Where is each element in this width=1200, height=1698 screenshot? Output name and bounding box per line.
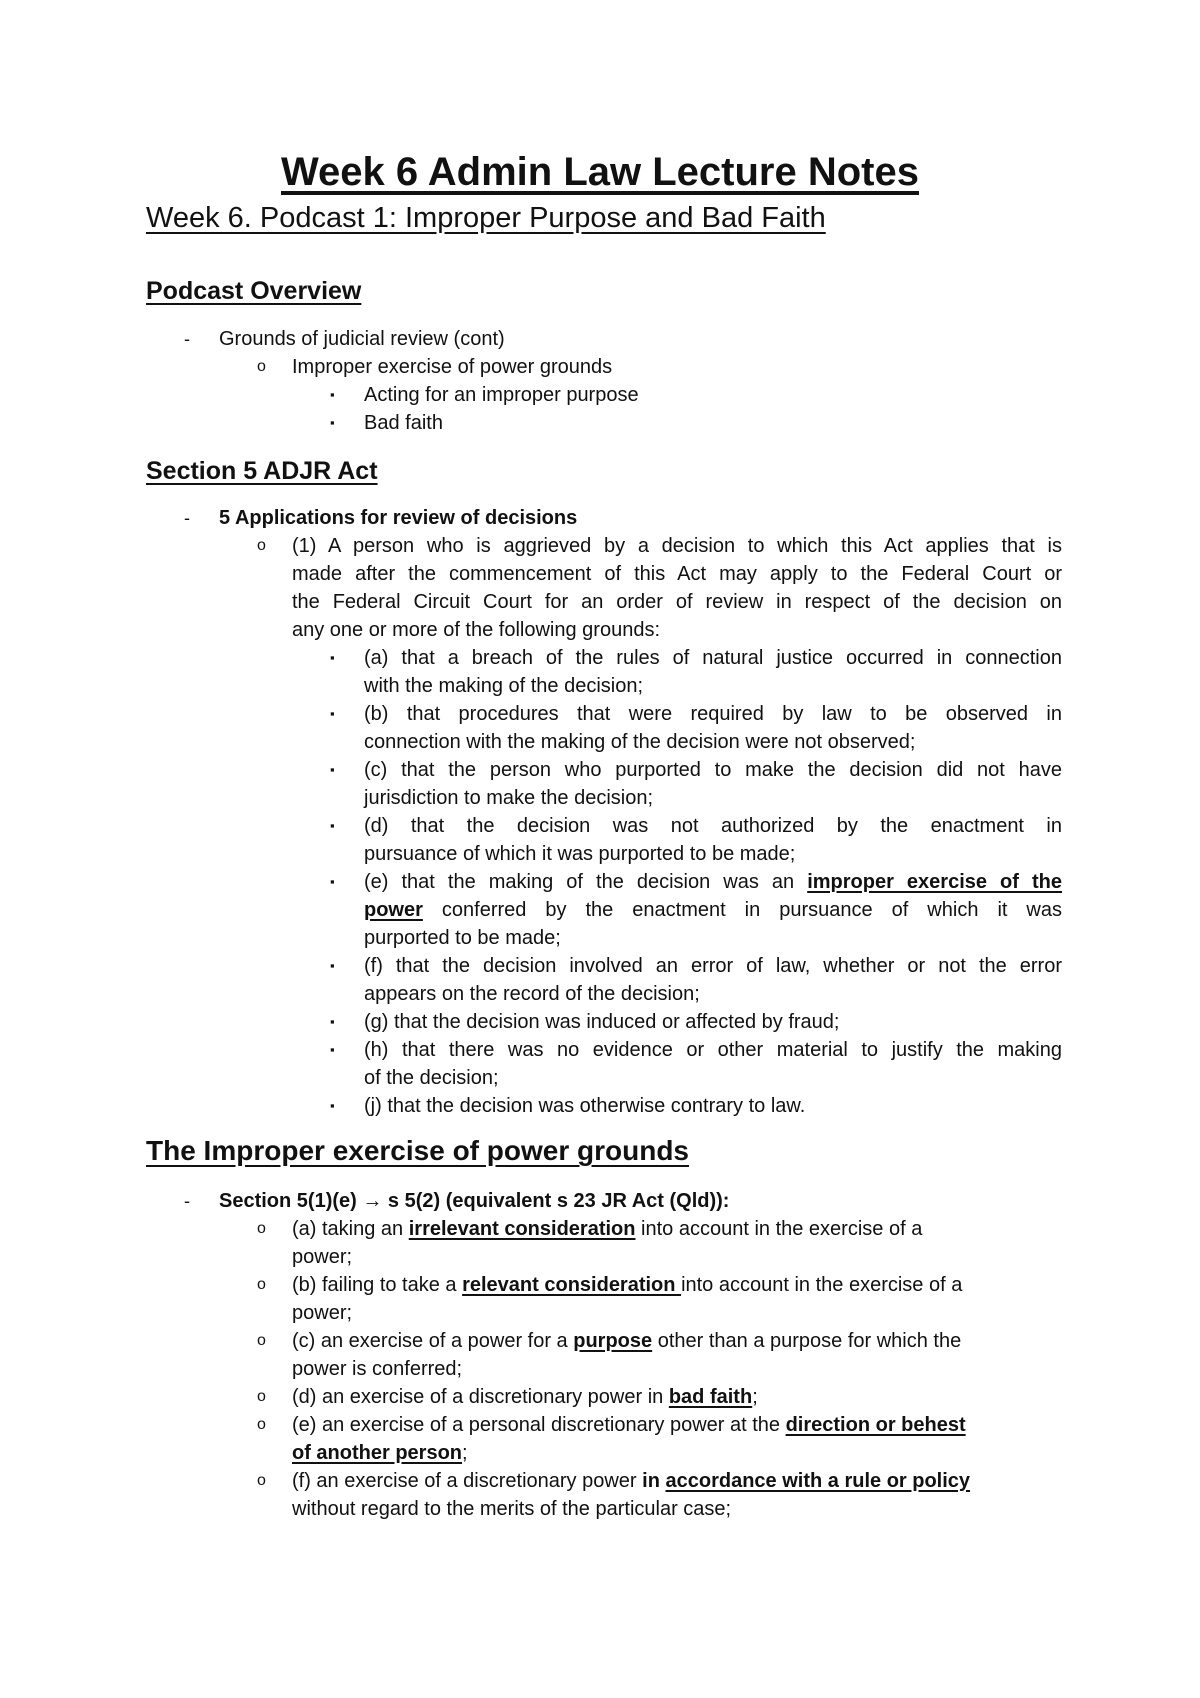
square-bullet: ▪ [330,818,335,833]
improper-e-text: ; [462,1442,468,1464]
dash-bullet: - [184,329,190,349]
improper-heading: The Improper exercise of power grounds [146,1135,690,1166]
ground-a: (a) that a breach of the rules of natural justice occurred in connection [364,647,1062,669]
document-title: Week 6 Admin Law Lecture Notes [281,150,919,194]
ground-e-text: (e) that the making of the decision was an [364,871,808,893]
overview-subsubitem: Acting for an improper purpose [364,384,639,406]
overview-subitem: Improper exercise of power grounds [292,356,613,378]
square-bullet: ▪ [330,706,335,721]
improper-a-cont: power; [292,1246,353,1268]
ground-b: (b) that procedures that were required by law to be observed in [364,703,1062,725]
circle-bullet: o [257,1220,266,1237]
square-bullet: ▪ [330,874,335,889]
improper-d [292,1383,758,1411]
improper-d-text: (d) an exercise of a discretionary power in [292,1386,669,1408]
circle-bullet: o [257,1388,266,1405]
ground-e-emphasis: improper exercise of the [807,871,1062,893]
square-bullet: ▪ [330,762,335,777]
ground-e-emphasis: power [364,899,423,921]
ground-f-cont: appears on the record of the decision; [364,983,700,1005]
square-bullet: ▪ [330,650,335,665]
ground-b-cont: connection with the making of the decision were not observed; [364,731,916,753]
square-bullet: ▪ [330,387,335,402]
ground-c-cont: jurisdiction to make the decision; [364,787,654,809]
ground-e [364,868,1062,896]
improper-f [292,1467,970,1495]
circle-bullet: o [257,537,266,554]
improper-a-text: (a) taking an [292,1218,409,1240]
circle-bullet: o [257,358,266,375]
dash-bullet: - [184,508,190,528]
improper-e-emphasis: direction or behest [785,1414,966,1436]
improper-item: Section 5(1)(e) → s 5(2) (equivalent s 23 JR Act (Qld)): [219,1190,730,1212]
improper-e-cont [292,1439,468,1467]
ground-d-cont: pursuance of which it was purported to be made; [364,843,796,865]
improper-c [292,1327,961,1355]
overview-item: Grounds of judicial review (cont) [219,328,505,350]
improper-f-text: (f) an exercise of a discretionary power [292,1470,643,1492]
improper-d-text: ; [752,1386,758,1408]
improper-b [292,1271,962,1299]
circle-bullet: o [257,1416,266,1433]
adjr-heading: Section 5 ADJR Act [146,457,378,485]
adjr-p1-line: (1) A person who is aggrieved by a decision to which this Act applies that is [292,535,1062,557]
overview-subsubitem: Bad faith [364,412,443,434]
improper-e-emphasis: of another person [292,1442,463,1464]
ground-f: (f) that the decision involved an error of law, whether or not the error [364,955,1062,977]
ground-e-text: conferred by the enactment in pursuance of which it was [422,899,1062,921]
dash-bullet: - [184,1191,190,1211]
improper-b-text: (b) failing to take a [292,1274,463,1296]
overview-heading: Podcast Overview [146,277,362,305]
adjr-p1-line: the Federal Circuit Court for an order of review in respect of the decision on [292,591,1062,613]
improper-b-cont: power; [292,1302,353,1324]
square-bullet: ▪ [330,958,335,973]
improper-e [292,1411,966,1439]
adjr-p1-line: made after the commencement of this Act may apply to the Federal Court or [292,563,1062,585]
adjr-item: 5 Applications for review of decisions [219,507,578,529]
improper-d-emphasis: bad faith [668,1386,753,1408]
ground-g: (g) that the decision was induced or affected by fraud; [364,1011,840,1033]
improper-f-cont: without regard to the merits of the particular case; [292,1498,732,1520]
circle-bullet: o [257,1332,266,1349]
ground-c: (c) that the person who purported to make the decision did not have [364,759,1062,781]
improper-c-cont: power is conferred; [292,1358,463,1380]
improper-a-text: into account in the exercise of a [635,1218,923,1240]
square-bullet: ▪ [330,415,335,430]
ground-h: (h) that there was no evidence or other material to justify the making [364,1039,1062,1061]
improper-a-emphasis: irrelevant consideration [408,1218,636,1240]
improper-c-text: (c) an exercise of a power for a [292,1330,574,1352]
ground-e-cont [364,896,1062,924]
improper-b-emphasis: relevant consideration [462,1274,682,1296]
ground-j: (j) that the decision was otherwise contrary to law. [364,1095,806,1117]
circle-bullet: o [257,1472,266,1489]
improper-f-bold: in [642,1470,666,1492]
ground-a-cont: with the making of the decision; [364,675,644,697]
improper-c-emphasis: purpose [573,1330,653,1352]
improper-b-text: into account in the exercise of a [681,1274,963,1296]
podcast-heading: Week 6. Podcast 1: Improper Purpose and Bad Faith [146,202,826,234]
ground-h-cont: of the decision; [364,1067,499,1089]
square-bullet: ▪ [330,1042,335,1057]
improper-f-emphasis: accordance with a rule or policy [665,1470,971,1492]
ground-d: (d) that the decision was not authorized by the enactment in [364,815,1062,837]
improper-e-text: (e) an exercise of a personal discretionary power at the [292,1414,786,1436]
circle-bullet: o [257,1276,266,1293]
ground-e-cont: purported to be made; [364,927,561,949]
improper-c-text: other than a purpose for which the [652,1330,962,1352]
improper-a [292,1215,922,1243]
adjr-p1-line: any one or more of the following grounds: [292,619,660,641]
square-bullet: ▪ [330,1098,335,1113]
square-bullet: ▪ [330,1014,335,1029]
